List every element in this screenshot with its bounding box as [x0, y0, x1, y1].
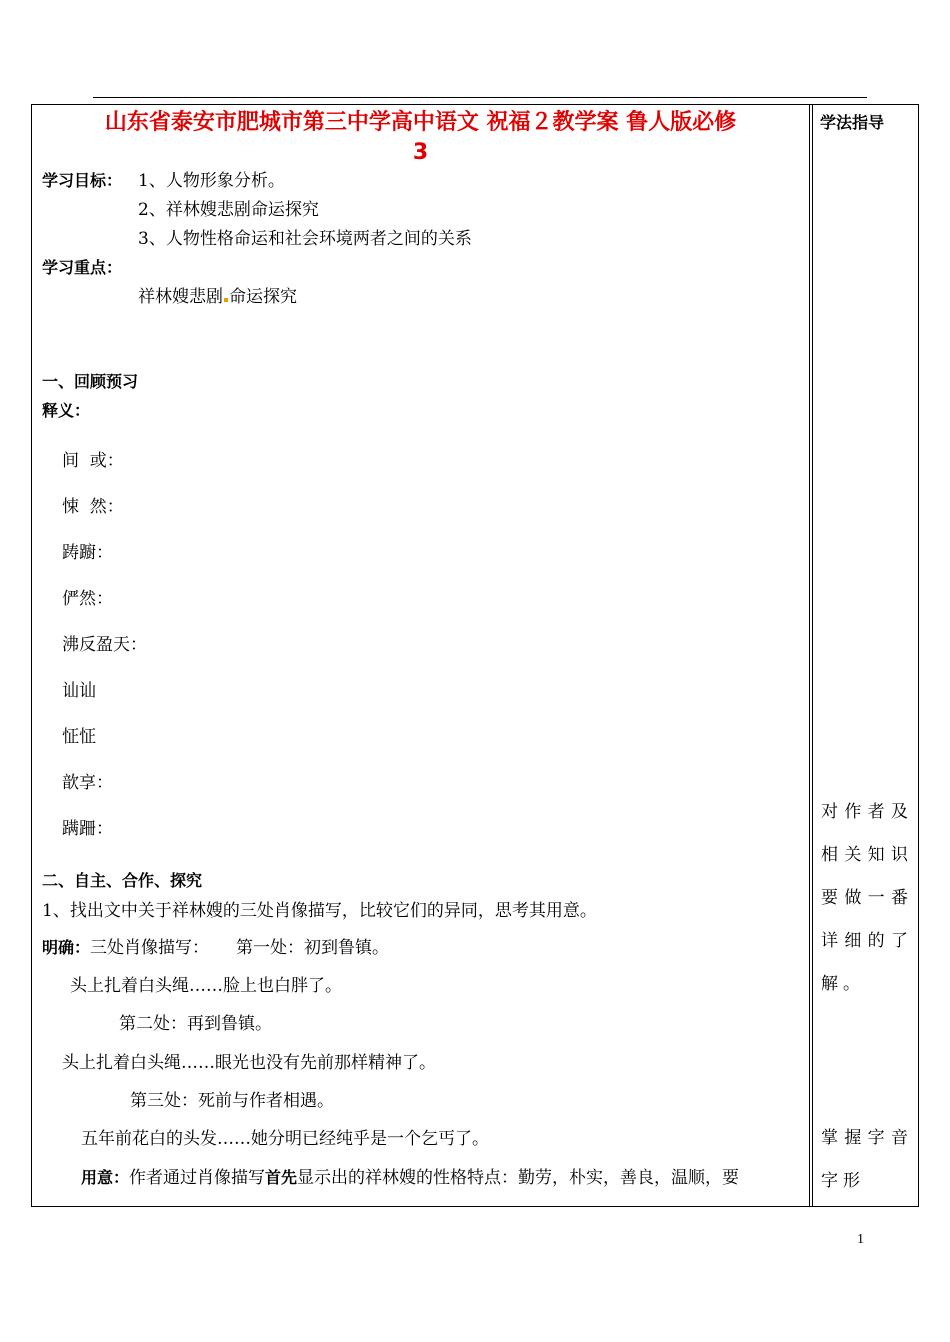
- main-column: [32, 105, 809, 1206]
- focus-label: 学习重点：: [42, 258, 123, 277]
- study-guide-column: [813, 105, 918, 1206]
- third-place: 第三处：死前与作者相遇。: [130, 1091, 334, 1111]
- section-heading-explore: 二、自主、合作、探究: [42, 871, 203, 890]
- glossary-term: 蹒跚：: [62, 819, 113, 839]
- clarify-label: 明确：: [42, 938, 91, 957]
- clarify-text: 三处肖像描写： 第一处：初到鲁镇。: [90, 938, 390, 958]
- header-rule: [93, 97, 867, 98]
- study-guide-note: 对作者及相关知识要做一番详细的了解。: [821, 802, 913, 994]
- glossary-term: 沸反盈天：: [62, 635, 147, 655]
- clarify-line: [42, 936, 389, 960]
- glossary-term: 歆享：: [62, 773, 113, 793]
- lesson-table: [31, 104, 919, 1207]
- document-title-line2: 3: [412, 140, 429, 165]
- purpose-text: 作者通过肖像描写: [129, 1168, 266, 1188]
- objective-item: 3、人物性格命运和社会环境两者之间的关系: [138, 229, 472, 249]
- objective-item: 2、祥林嫂悲剧命运探究: [138, 200, 319, 220]
- document-title: 山东省泰安市肥城市第三中学高中语文 祝福２教学案 鲁人版必修: [104, 110, 737, 135]
- question-1: 1、找出文中关于祥林嫂的三处肖像描写，比较它们的异同，思考其用意。: [42, 901, 597, 921]
- focus-text-part: 命运探究: [229, 287, 297, 307]
- quote-second: 头上扎着白头绳……眼光也没有先前那样精神了。: [62, 1053, 436, 1073]
- purpose-emphasis: 首先: [265, 1168, 298, 1187]
- focus-text: [138, 285, 297, 309]
- section-heading-review: 一、回顾预习: [42, 372, 139, 391]
- glossary-term: 悚 然：: [62, 497, 124, 517]
- page-number: 1: [857, 1232, 864, 1247]
- objective-item: 1、人物形象分析。: [138, 171, 285, 191]
- purpose-line: [81, 1166, 739, 1190]
- objectives-label: 学习目标：: [42, 171, 123, 190]
- focus-text-part: 祥林嫂悲剧: [138, 287, 223, 307]
- second-place: 第二处：再到鲁镇。: [119, 1014, 272, 1034]
- study-guide-header: 学法指导: [820, 113, 885, 132]
- column-divider: [809, 105, 810, 1206]
- glossary-term: 踌躕：: [62, 543, 113, 563]
- glossary-term: 怔怔: [62, 727, 96, 747]
- glossary-label: 释义：: [42, 401, 91, 420]
- purpose-label: 用意：: [81, 1168, 130, 1187]
- purpose-text: 显示出的祥林嫂的性格特点：勤劳，朴实，善良，温顺，要: [297, 1168, 740, 1188]
- quote-first: 头上扎着白头绳……脸上也白胖了。: [70, 976, 342, 996]
- quote-third: 五年前花白的头发……她分明已经纯乎是一个乞丐了。: [81, 1129, 489, 1149]
- glossary-term: 俨然：: [62, 589, 113, 609]
- study-guide-note: 掌握字音字形: [821, 1128, 913, 1191]
- glossary-term: 讪讪: [62, 681, 96, 701]
- highlight-mark: [224, 298, 228, 302]
- glossary-term: 间 或：: [62, 451, 124, 471]
